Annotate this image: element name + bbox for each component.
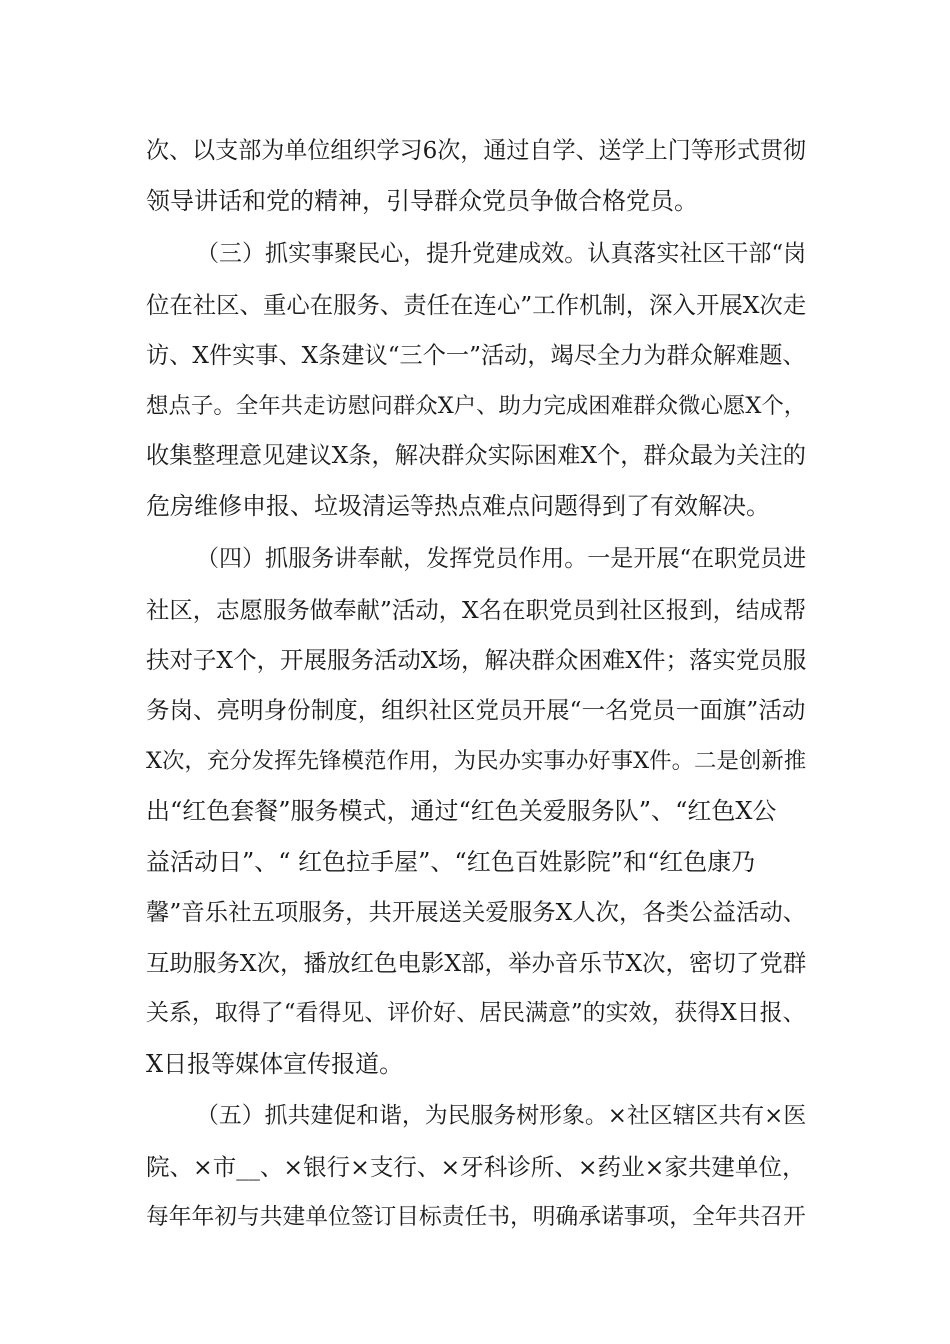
text-line-17: 互助服务X次，播放红色电影X部，举办音乐节X次，密切了党群	[146, 949, 807, 977]
text-line-19: X日报等媒体宣传报道。	[146, 1050, 404, 1078]
text-line-15: 益活动日”、“ 红色拉手屋”、“红色百姓影院”和“红色康乃	[146, 848, 756, 876]
text-line-21: 院、×市__、×银行×支行、×牙科诊所、×药业×家共建单位，	[146, 1153, 806, 1181]
text-line-11: 扶对子X个，开展服务活动X场，解决群众困难X件；落实党员服	[146, 646, 807, 674]
text-line-4: 位在社区、重心在服务、责任在连心”工作机制，深入开展X次走	[146, 291, 807, 319]
section-5-heading-line: （五）抓共建促和谐，为民服务树形象。×社区辖区共有×医	[196, 1103, 807, 1129]
text-line-8: 危房维修申报、垃圾清运等热点难点问题得到了有效解决。	[146, 492, 770, 520]
text-line-13: X次，充分发挥先锋模范作用，为民办实事办好事X件。二是创新推	[146, 748, 807, 774]
text-line-16: 馨”音乐社五项服务，共开展送关爱服务X人次，各类公益活动、	[146, 898, 807, 926]
text-line-18: 关系，取得了“看得见、评价好、居民满意”的实效，获得X日报、	[146, 1000, 806, 1026]
section-3-heading-line: （三）抓实事聚民心，提升党建成效。认真落实社区干部“岗	[196, 241, 807, 267]
text-line-12: 务岗、亮明身份制度，组织社区党员开展“一名党员一面旗”活动	[146, 696, 806, 724]
section-4-heading-line: （四）抓服务讲奉献，发挥党员作用。一是开展“在职党员进	[196, 546, 807, 572]
text-line-1: 次、以支部为单位组织学习6次，通过自学、送学上门等形式贯彻	[146, 138, 806, 164]
text-line-2: 领导讲话和党的精神，引导群众党员争做合格党员。	[146, 187, 698, 215]
text-line-7: 收集整理意见建议X条，解决群众实际困难X个，群众最为关注的	[146, 442, 806, 469]
text-line-10: 社区，志愿服务做奉献”活动，X名在职党员到社区报到，结成帮	[146, 596, 807, 624]
text-line-14: 出“红色套餐”服务模式，通过“红色关爱服务队”、“红色X公	[146, 797, 777, 825]
text-line-5: 访、X件实事、X条建议“三个一”活动，竭尽全力为群众解难题、	[146, 342, 806, 369]
text-line-6: 想点子。全年共走访慰问群众X户、助力完成困难群众微心愿X个，	[146, 393, 807, 419]
text-line-22: 每年年初与共建单位签订目标责任书，明确承诺事项，全年共召开	[146, 1204, 806, 1230]
